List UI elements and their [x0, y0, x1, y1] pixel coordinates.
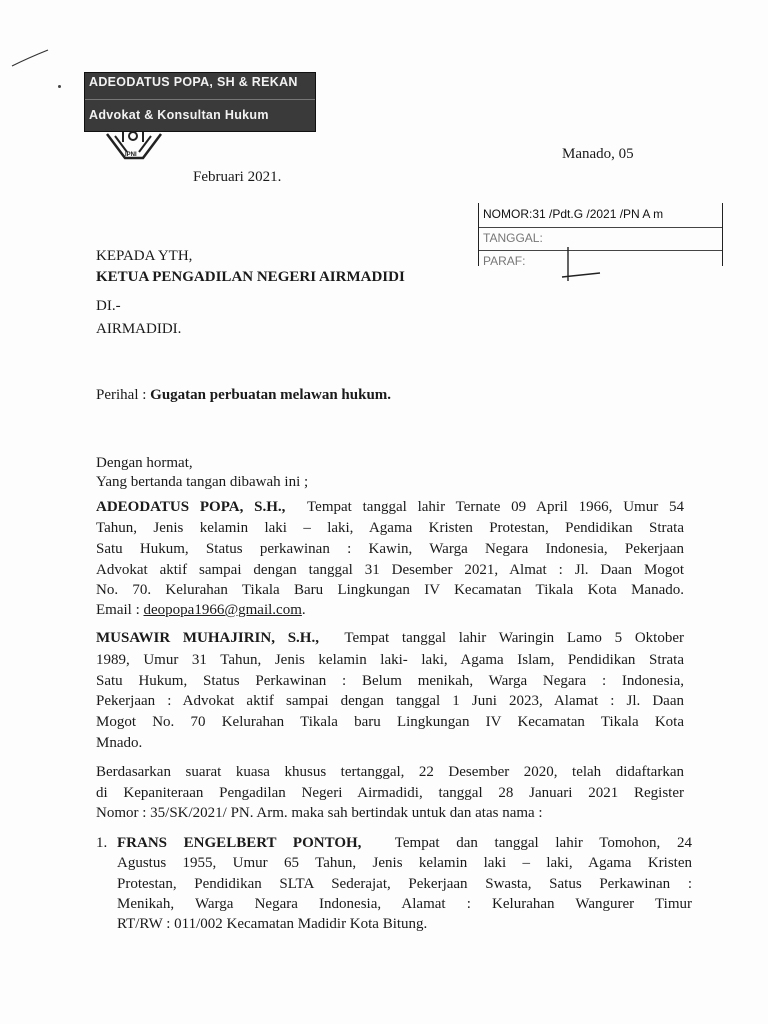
greeting-line: Yang bertanda tangan dibawah ini ; [96, 474, 309, 490]
power-line: di Kepaniteraan Pengadilan Negeri Airmadidi, tanggal 28 Januari 2021 Register [96, 785, 684, 801]
greeting-line: Dengan hormat, [96, 455, 193, 471]
subject-label: Perihal : [96, 387, 151, 403]
firm-name: ADEODATUS POPA, SH & REKAN [89, 75, 298, 89]
party1-text: Tempat tanggal lahir Ternate 09 April 1966, Umur 54 [307, 499, 685, 515]
power-line: Berdasarkan suarat kuasa khusus tertanggal, 22 Desember 2020, telah didaftarkan [96, 764, 684, 780]
party1-line: Tahun, Jenis kelamin laki – laki, Agama Kristen Protestan, Pendidikan Strata [96, 520, 684, 536]
party2-line: Satu Hukum, Status Perkawinan : Belum menikah, Warga Negara : Indonesia, [96, 673, 684, 689]
letterhead-stamp [84, 72, 316, 132]
party2-text: Tempat tanggal lahir Waringin Lamo 5 Oktober [344, 630, 684, 646]
client1-text: Tempat dan tanggal lahir Tomohon, 24 [394, 835, 692, 851]
party2-line [96, 628, 684, 649]
email-link[interactable]: deopopa1966@gmail.com [143, 602, 302, 618]
party1-line [96, 497, 684, 518]
registry-divider [479, 227, 722, 228]
registry-initial-label: PARAF: [483, 254, 526, 268]
client1-line: RT/RW : 011/002 Kecamatan Madidir Kota Bitung. [117, 916, 428, 932]
party1-line: Advokat aktif sampai dengan tanggal 31 Desember 2021, Almat : Jl. Daan Mogot [96, 562, 684, 578]
party1-line: Satu Hukum, Status perkawinan : Kawin, Warga Negara Indonesia, Pekerjaan [96, 541, 684, 557]
client1-line: Agustus 1955, Umur 65 Tahun, Jenis kelamin laki – laki, Agama Kristen [117, 855, 692, 871]
date-place-day: Manado, 05 [562, 146, 634, 162]
recipient-name: KETUA PENGADILAN NEGERI AIRMADIDI [96, 269, 405, 285]
party1-line: No. 70. Kelurahan Tikala Baru Lingkungan IV Kecamatan Tikala Kota Manado. [96, 582, 684, 598]
party2-line: Pekerjaan : Advokat aktif sampai dengan tanggal 1 Juni 2023, Alamat : Jl. Daan [96, 693, 684, 709]
party2-name: MUSAWIR MUHAJIRIN, S.H., [96, 630, 319, 646]
recipient-to: KEPADA YTH, [96, 248, 193, 264]
pen-stroke-mark [10, 48, 50, 70]
party2-line: Mnado. [96, 735, 143, 751]
power-line: Nomor : 35/SK/2021/ PN. Arm. maka sah bertindak untuk dan atas nama : [96, 805, 543, 821]
client1-line: Protestan, Pendidikan SLTA Sederajat, Pekerjaan Swasta, Satus Perkawinan : [117, 876, 692, 892]
email-label: Email : [96, 602, 144, 618]
logo-text: IPNI [125, 152, 137, 158]
date-month-year: Februari 2021. [193, 169, 282, 185]
subject [96, 385, 391, 406]
registry-pen-mark [560, 245, 620, 285]
party2-line: Mogot No. 70 Kelurahan Tikala baru Lingkungan IV Kecamatan Tikala Kota [96, 714, 684, 730]
recipient-city: AIRMADIDI. [96, 321, 182, 337]
scan-dot [58, 85, 61, 88]
recipient-di: DI.- [96, 298, 121, 314]
registry-date-label: TANGGAL: [483, 231, 543, 245]
client1-line: Menikah, Warga Negara Indonesia, Alamat : Kelurahan Wangurer Timur [117, 896, 692, 912]
party2-line: 1989, Umur 31 Tahun, Jenis kelamin laki- laki, Agama Islam, Pendidikan Strata [96, 652, 684, 668]
ipni-logo [103, 130, 163, 164]
stamp-divider [85, 99, 315, 100]
party1-email-line [96, 600, 306, 621]
registry-number: NOMOR:31 /Pdt.G /2021 /PN A m [483, 207, 664, 221]
client1-number: 1. [96, 835, 108, 851]
subject-text: Gugatan perbuatan melawan hukum. [150, 387, 392, 403]
firm-subtitle: Advokat & Konsultan Hukum [89, 108, 269, 122]
client1-line [117, 833, 692, 854]
client1-name: FRANS ENGELBERT PONTOH, [117, 835, 362, 851]
party1-name: ADEODATUS POPA, S.H., [96, 499, 286, 515]
email-end: . [301, 602, 306, 618]
